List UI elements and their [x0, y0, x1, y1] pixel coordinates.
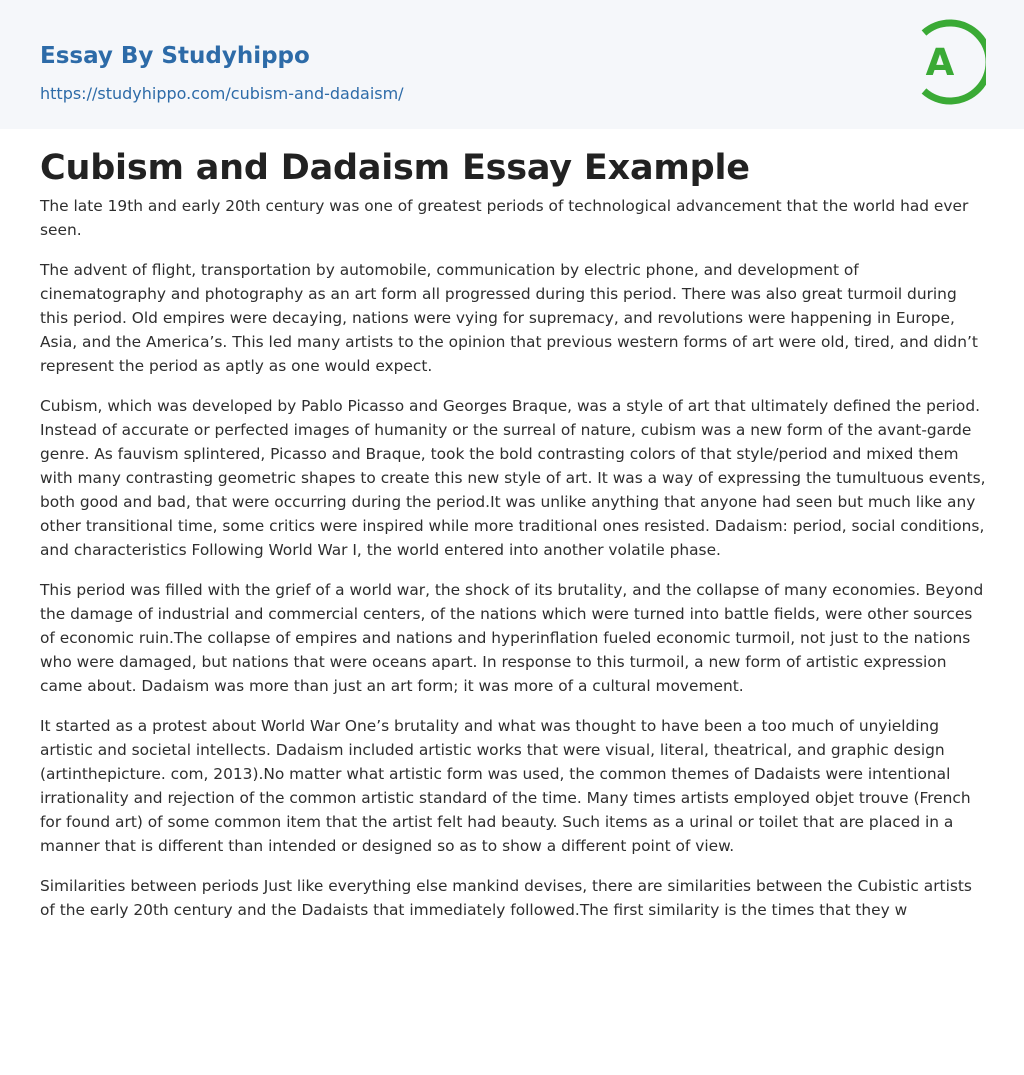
ring-logo-icon[interactable] [912, 19, 986, 105]
article-paragraph-6: Similarities between periods Just like everything else mankind devises, there are similarities between the Cubistic artists of the early 20th century and the Dadaists that immediately followed.The first similarity is the times that they w [40, 877, 972, 919]
article-paragraph-1: The late 19th and early 20th century was one of greatest periods of technological advancement that the world had ever seen. [40, 197, 969, 239]
logo-letter: A [925, 41, 955, 84]
site-name[interactable]: Essay By Studyhippo [40, 43, 310, 69]
article-paragraph-3: Cubism, which was developed by Pablo Picasso and Georges Braque, was a style of art that ultimately defined the period. Instead of accurate or perfected images of humanity or the surreal of nature, cubism was a new form of the avant-garde genre. As fauvism splintered, Picasso and Braque, took the bold contrasting colors of that style/period and mixed them with many contrasting geometric shapes to create this new style of art. It was a way of expressing the tumultuous events, both good and bad, that were occurring during the period.It was unlike anything that anyone had seen but much like any other transitional time, some critics were inspired while more traditional ones resisted. Dadaism: period, social conditions, and characteristics Following World War I, the world entered into another volatile phase. [40, 397, 986, 559]
page-title: Cubism and Dadaism Essay Example [40, 148, 750, 188]
site-header [0, 0, 1024, 129]
article-paragraph-4: This period was filled with the grief of a world war, the shock of its brutality, and the collapse of many economies. Beyond the damage of industrial and commercial centers, of the nations which were turned into battle fields, were other sources of economic ruin.The collapse of empires and nations and hyperinflation fueled economic turmoil, not just to the nations who were damaged, but nations that were oceans apart. In response to this turmoil, a new form of artistic expression came about. Dadaism was more than just an art form; it was more of a cultural movement. [40, 581, 984, 695]
article-paragraph-5: It started as a protest about World War One’s brutality and what was thought to have been a too much of unyielding artistic and societal intellects. Dadaism included artistic works that were visual, literal, theatrical, and graphic design (artinthepicture. com, 2013).No matter what artistic form was used, the common themes of Dadaists were intentional irrationality and rejection of the common artistic standard of the time. Many times artists employed objet trouve (French for found art) of some common item that the artist felt had beauty. Such items as a urinal or toilet that are placed in a manner that is different than intended or designed so as to show a different point of view. [40, 717, 971, 855]
article-paragraph-2: The advent of flight, transportation by automobile, communication by electric phone, and development of cinematography and photography as an art form all progressed during this period. There was also great turmoil during this period. Old empires were decaying, nations were vying for supremacy, and revolutions were happening in Europe, Asia, and the America’s. This led many artists to the opinion that previous western forms of art were old, tired, and didn’t represent the period as aptly as one would expect. [40, 261, 978, 375]
essay-url-link[interactable]: https://studyhippo.com/cubism-and-dadaism/ [40, 84, 404, 103]
article [40, 146, 988, 938]
